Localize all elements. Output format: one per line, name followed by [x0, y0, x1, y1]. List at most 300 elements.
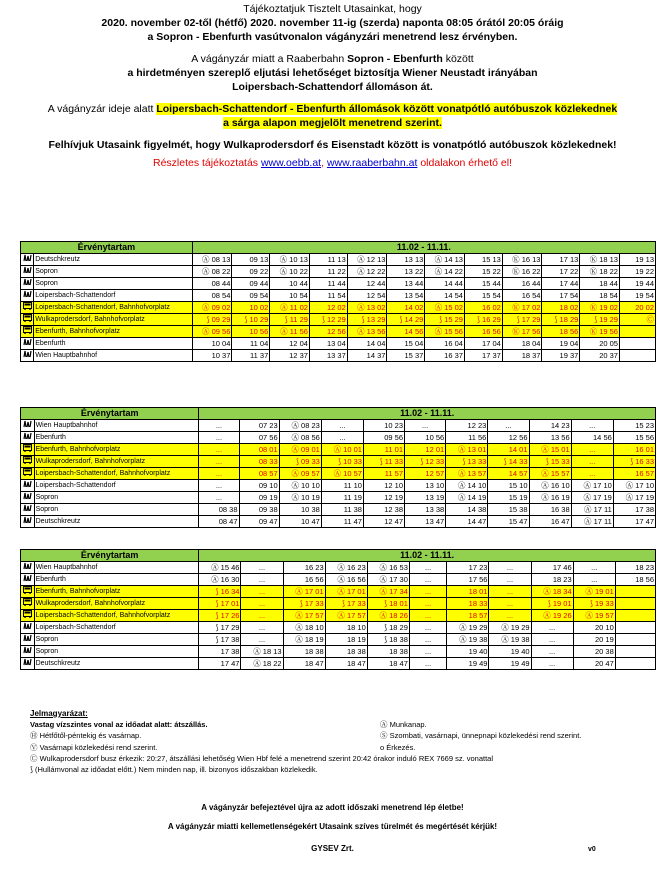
legend	[30, 708, 640, 775]
time-cell: 18 44	[580, 278, 620, 290]
time-cell: 13 56	[529, 432, 571, 444]
time-cell: 09 22	[232, 266, 270, 278]
table-row	[21, 586, 656, 598]
table-row	[21, 266, 656, 278]
table-row	[21, 622, 656, 634]
time-cell: Ⓐ 11 02	[270, 302, 310, 314]
time-cell: 12 19	[363, 492, 404, 504]
time-cell: 14 02	[387, 302, 425, 314]
time-cell: 10 37	[192, 350, 232, 362]
time-cell: Ⓐ 08 22	[192, 266, 232, 278]
time-cell: ...	[573, 562, 615, 574]
time-cell: 13 44	[387, 278, 425, 290]
train-icon	[21, 420, 35, 432]
time-cell: 10 38	[279, 504, 321, 516]
time-cell: 13 47	[405, 516, 446, 528]
legend-title: Jelmagyarázat:	[30, 709, 88, 718]
time-cell: 15 38	[488, 504, 529, 516]
time-cell: 20 02	[619, 302, 655, 314]
time-cell: 11 19	[321, 492, 363, 504]
time-cell: ...	[199, 432, 239, 444]
via-line: Loipersbach-Schattendorf állomáson át.	[232, 81, 433, 93]
time-cell: 14 54	[425, 290, 465, 302]
time-cell: 14 44	[425, 278, 465, 290]
time-cell: 10 04	[192, 338, 232, 350]
train-icon	[21, 278, 34, 290]
time-cell: 19 04	[542, 338, 580, 350]
time-cell: 16 57	[613, 468, 655, 480]
time-cell: 12 37	[270, 350, 310, 362]
info-line: Részletes tájékoztatás www.oebb.at, www.raaberbahn.at oldalakon érhető el!	[153, 157, 512, 169]
time-cell: ⟆ 09 33	[279, 456, 321, 468]
time-cell: 19 49	[447, 658, 489, 670]
bus-icon	[21, 586, 35, 598]
time-cell: 11 54	[309, 290, 347, 302]
time-cell: 07 23	[239, 420, 279, 432]
train-icon	[21, 480, 35, 492]
time-cell: 20 19	[573, 634, 615, 646]
time-cell: 12 02	[309, 302, 347, 314]
time-cell: ...	[488, 420, 529, 432]
station-name: Sopron	[34, 266, 193, 278]
time-cell: Ⓐ 17 19	[571, 492, 613, 504]
table-row	[21, 350, 656, 362]
station-name: Sopron	[34, 634, 199, 646]
time-cell: Ⓐ 17 34	[367, 586, 409, 598]
time-cell: 15 22	[464, 266, 502, 278]
time-cell: 13 22	[387, 266, 425, 278]
station-name: Deutschkreutz	[34, 658, 199, 670]
date-line: 2020. november 02-től (hétfő) 2020. november 11-ig (szerda) naponta 08:05 órától 20:05 óráig	[101, 17, 564, 29]
time-cell: 08 01	[239, 444, 279, 456]
time-cell: ...	[531, 646, 573, 658]
time-cell: Ⓚ 16 13	[502, 254, 542, 266]
time-cell: Ⓐ 18 13	[241, 646, 283, 658]
time-cell: ...	[241, 598, 283, 610]
time-cell: 17 37	[464, 350, 502, 362]
station-name: Wulkaprodersdorf, Bahnhofvorplatz	[34, 456, 199, 468]
raaberbahn-link[interactable]: www.raaberbahn.at	[326, 157, 418, 169]
time-cell: ...	[241, 586, 283, 598]
time-cell: ...	[241, 610, 283, 622]
time-cell: Ⓐ 10 10	[279, 480, 321, 492]
time-cell: 08 33	[239, 456, 279, 468]
time-cell: 16 04	[425, 338, 465, 350]
time-cell: 20 10	[573, 622, 615, 634]
time-cell: ...	[571, 456, 613, 468]
time-cell: Ⓐ 10 01	[321, 444, 363, 456]
time-cell: 19 44	[619, 278, 655, 290]
table-row	[21, 468, 656, 480]
time-cell: Ⓐ 16 10	[529, 480, 571, 492]
station-name: Ebenfurth	[34, 574, 199, 586]
time-cell: Ⓐ 13 56	[347, 326, 387, 338]
time-cell: ...	[489, 598, 531, 610]
time-cell: 11 10	[321, 480, 363, 492]
time-cell: 15 54	[464, 290, 502, 302]
time-cell: ...	[241, 634, 283, 646]
table-row	[21, 290, 656, 302]
validity-period: 11.02 - 11.11.	[199, 550, 656, 562]
time-cell: Ⓚ 19 02	[580, 302, 620, 314]
time-cell: Ⓐ 15 01	[529, 444, 571, 456]
train-icon	[21, 658, 35, 670]
station-name: Ebenfurth, Bahnhofvorplatz	[34, 326, 193, 338]
time-cell: 14 23	[529, 420, 571, 432]
time-cell: 17 22	[542, 266, 580, 278]
legend-entry: Ⓐ Munkanap.	[380, 720, 427, 730]
time-cell: ⟆ 11 33	[363, 456, 404, 468]
time-cell: ...	[321, 420, 363, 432]
time-cell: Ⓐ 16 56	[325, 574, 367, 586]
time-cell: ...	[409, 574, 446, 586]
time-cell: Ⓚ 16 22	[502, 266, 542, 278]
time-cell	[619, 350, 655, 362]
time-cell	[615, 658, 655, 670]
station-name: Deutschkreutz	[34, 516, 199, 528]
time-cell: Ⓚ 18 13	[580, 254, 620, 266]
time-cell: Ⓐ 17 10	[613, 480, 655, 492]
train-icon	[21, 350, 34, 362]
station-name: Sopron	[34, 504, 199, 516]
time-cell: Ⓐ 14 10	[446, 480, 488, 492]
time-cell: 13 54	[387, 290, 425, 302]
table-row	[21, 480, 656, 492]
time-cell: 18 38	[283, 646, 325, 658]
time-cell: 12 10	[363, 480, 404, 492]
time-cell: ⟆ 18 29	[367, 622, 409, 634]
station-name: Wien Hauptbahnhof	[34, 350, 193, 362]
table-row	[21, 254, 656, 266]
time-cell: 11 04	[232, 338, 270, 350]
time-cell: 12 47	[363, 516, 404, 528]
time-cell: Ⓐ 14 19	[446, 492, 488, 504]
time-cell	[615, 622, 655, 634]
station-name: Loipersbach-Schattendorf	[34, 480, 199, 492]
bus-icon	[21, 302, 34, 314]
time-cell: 10 44	[270, 278, 310, 290]
legend-row	[30, 753, 640, 764]
timetable-3	[20, 549, 656, 670]
time-cell	[619, 338, 655, 350]
time-cell: 16 56	[464, 326, 502, 338]
station-name: Sopron	[34, 492, 199, 504]
train-icon	[21, 338, 34, 350]
time-cell: ...	[531, 622, 573, 634]
footer-line-2: A vágányzár miatti kellemetlenségekért Utasaink szíves türelmét és megértését kérjük!	[167, 822, 498, 831]
time-cell: 17 23	[447, 562, 489, 574]
time-cell: Ⓐ 10 22	[270, 266, 310, 278]
bus-icon	[21, 314, 34, 326]
time-cell: ⟆ 18 01	[367, 598, 409, 610]
legend-entry: Vastag vízszintes vonal az időadat alatt: átszállás.	[30, 720, 208, 730]
time-cell: 16 02	[464, 302, 502, 314]
time-cell: 17 47	[613, 516, 655, 528]
time-cell: 19 54	[619, 290, 655, 302]
time-cell: 15 37	[387, 350, 425, 362]
time-cell: Ⓐ 18 26	[367, 610, 409, 622]
train-icon	[21, 516, 35, 528]
legend-row	[30, 764, 640, 775]
time-cell: 12 57	[405, 468, 446, 480]
time-cell: 17 47	[199, 658, 241, 670]
time-cell: Ⓐ 17 11	[571, 516, 613, 528]
version-label: v0	[588, 846, 596, 853]
time-cell: 18 04	[502, 338, 542, 350]
time-cell: ...	[321, 432, 363, 444]
time-cell: ⟆ 17 38	[199, 634, 241, 646]
time-cell: 19 22	[619, 266, 655, 278]
time-cell: 15 23	[613, 420, 655, 432]
route-line: a hirdetményen szereplő eljutási lehetőséget biztosítja Wiener Neustadt irányában	[127, 67, 538, 79]
train-icon	[21, 254, 34, 266]
time-cell: ...	[571, 468, 613, 480]
legend-row	[30, 742, 640, 753]
time-cell: ...	[241, 562, 283, 574]
time-cell: Ⓐ 19 57	[573, 610, 615, 622]
time-cell: 16 01	[613, 444, 655, 456]
time-cell: Ⓐ 17 19	[613, 492, 655, 504]
time-cell: 17 56	[447, 574, 489, 586]
time-cell: 10 54	[270, 290, 310, 302]
time-cell: Ⓐ 17 57	[325, 610, 367, 622]
time-cell: 09 13	[232, 254, 270, 266]
train-icon	[21, 266, 34, 278]
time-cell: 16 44	[502, 278, 542, 290]
time-cell: ⟆ 10 29	[232, 314, 270, 326]
time-cell: ...	[571, 444, 613, 456]
time-cell: Ⓐ 17 30	[367, 574, 409, 586]
time-cell: 15 10	[488, 480, 529, 492]
time-cell: 15 44	[464, 278, 502, 290]
time-cell: ⟆ 16 29	[464, 314, 502, 326]
time-cell: 12 38	[363, 504, 404, 516]
time-cell: ...	[409, 658, 446, 670]
time-cell: 11 37	[232, 350, 270, 362]
oebb-link[interactable]: www.oebb.at	[260, 157, 322, 169]
time-cell: 17 54	[542, 290, 580, 302]
time-cell: ⟆ 12 33	[405, 456, 446, 468]
time-cell: 16 56	[283, 574, 325, 586]
table-row	[21, 456, 656, 468]
time-cell: 11 56	[446, 432, 488, 444]
time-cell: 15 19	[488, 492, 529, 504]
time-cell: ...	[199, 480, 239, 492]
legend-row	[30, 730, 640, 741]
time-cell: 19 37	[542, 350, 580, 362]
time-cell: 18 01	[447, 586, 489, 598]
time-cell: Ⓐ 13 01	[446, 444, 488, 456]
time-cell: ...	[405, 420, 446, 432]
time-cell: Ⓐ 19 38	[489, 634, 531, 646]
time-cell: 20 37	[580, 350, 620, 362]
time-cell: ⟆ 18 38	[367, 634, 409, 646]
time-cell: Ⓐ 18 22	[241, 658, 283, 670]
time-cell: Ⓐ 19 26	[531, 610, 573, 622]
time-cell: Ⓐ 09 57	[279, 468, 321, 480]
time-cell: 15 04	[387, 338, 425, 350]
timetable-2	[20, 407, 656, 528]
train-icon	[21, 290, 34, 302]
bus-icon	[21, 598, 35, 610]
time-cell: 15 47	[488, 516, 529, 528]
time-cell: Ⓐ 10 19	[279, 492, 321, 504]
time-cell	[615, 598, 655, 610]
time-cell: 17 38	[199, 646, 241, 658]
time-cell: ⟆ 13 33	[446, 456, 488, 468]
time-cell: Ⓐ 17 57	[283, 610, 325, 622]
train-icon	[21, 574, 35, 586]
time-cell: Ⓚ 18 22	[580, 266, 620, 278]
time-cell: 18 33	[447, 598, 489, 610]
bus-icon	[21, 326, 34, 338]
station-name: Sopron	[34, 646, 199, 658]
legend-entry: Ⓒ Wulkaprodersdorf busz érkezik: 20:27, átszállási lehetőség Wien Hbf felé a menetrend szerint 20:42 órakor induló REX 7669 sz. vonattal	[30, 753, 494, 763]
table-row	[21, 574, 656, 586]
table-row	[21, 634, 656, 646]
validity-label: Érvénytartam	[21, 550, 199, 562]
legend-entry: Ⓢ Szombati, vasárnapi, ünnepnapi közlekedési rend szerint.	[380, 731, 582, 741]
time-cell: 12 04	[270, 338, 310, 350]
time-cell: ...	[489, 562, 531, 574]
time-cell: 17 13	[542, 254, 580, 266]
time-cell: 17 44	[542, 278, 580, 290]
station-name: Wien Hauptbahnhof	[34, 420, 199, 432]
time-cell: Ⓚ 17 56	[502, 326, 542, 338]
time-cell: 08 47	[199, 516, 239, 528]
time-cell: 17 04	[464, 338, 502, 350]
bus-icon	[21, 444, 35, 456]
time-cell: ...	[531, 658, 573, 670]
time-cell: ...	[199, 468, 239, 480]
time-cell: Ⓚ 17 02	[502, 302, 542, 314]
time-cell: ...	[489, 574, 531, 586]
time-cell: ⟆ 11 29	[270, 314, 310, 326]
time-cell: 10 02	[232, 302, 270, 314]
time-cell: 18 10	[325, 622, 367, 634]
yellow-note: a sárga alapon megjelölt menetrend szerint.	[223, 117, 442, 129]
table-row	[21, 432, 656, 444]
time-cell: 09 56	[363, 432, 404, 444]
station-name: Ebenfurth	[34, 432, 199, 444]
time-cell: ⟆ 09 29	[192, 314, 232, 326]
footer-line-1: A vágányzár befejeztével újra az adott időszaki menetrend lép életbe!	[201, 803, 464, 812]
time-cell: 16 23	[283, 562, 325, 574]
time-cell: 20 05	[580, 338, 620, 350]
time-cell: 11 01	[363, 444, 404, 456]
table-row	[21, 658, 656, 670]
train-icon	[21, 622, 35, 634]
time-cell: 16 47	[529, 516, 571, 528]
time-cell: ...	[409, 646, 446, 658]
time-cell: 19 40	[447, 646, 489, 658]
time-cell: 11 22	[309, 266, 347, 278]
time-cell: ⟆ 10 33	[321, 456, 363, 468]
time-cell: 13 37	[309, 350, 347, 362]
time-cell: ...	[241, 622, 283, 634]
reason-line: A vágányzár miatt a Raaberbahn Sopron - Ebenfurth között	[191, 53, 474, 65]
time-cell: 14 38	[446, 504, 488, 516]
time-cell: ⟆ 15 29	[425, 314, 465, 326]
time-cell: 11 38	[321, 504, 363, 516]
time-cell	[615, 610, 655, 622]
table-row	[21, 562, 656, 574]
notice-header	[0, 0, 665, 170]
time-cell: Ⓐ 08 23	[279, 420, 321, 432]
time-cell: 18 23	[531, 574, 573, 586]
time-cell: ⟆ 17 01	[199, 598, 241, 610]
legend-entry: Ⓥ Vasárnapi közlekedési rend szerint.	[30, 742, 158, 752]
time-cell: 13 04	[309, 338, 347, 350]
time-cell: 14 04	[347, 338, 387, 350]
time-cell: ⟆ 14 33	[488, 456, 529, 468]
time-cell	[615, 646, 655, 658]
time-cell: 12 44	[347, 278, 387, 290]
time-cell: 13 19	[405, 492, 446, 504]
time-cell: Ⓐ 15 56	[425, 326, 465, 338]
time-cell: 11 13	[309, 254, 347, 266]
time-cell: ⟆ 14 29	[387, 314, 425, 326]
train-icon	[21, 432, 35, 444]
company-name: GYSEV Zrt.	[311, 844, 354, 853]
time-cell: 20 47	[573, 658, 615, 670]
table-row	[21, 598, 656, 610]
time-cell: 18 23	[615, 562, 655, 574]
table-row	[21, 338, 656, 350]
line-info: a Sopron - Ebenfurth vasútvonalon vágányzári menetrend lesz érvényben.	[147, 31, 518, 43]
station-name: Wulkaprodersdorf, Bahnhofvorplatz	[34, 314, 193, 326]
time-cell: 11 47	[321, 516, 363, 528]
legend-row	[30, 719, 640, 730]
time-cell: Ⓐ 12 22	[347, 266, 387, 278]
station-name: Wulkaprodersdorf, Bahnhofvorplatz	[34, 598, 199, 610]
time-cell: Ⓐ 16 30	[199, 574, 241, 586]
time-cell: Ⓐ 15 57	[529, 468, 571, 480]
station-name: Loipersbach-Schattendorf	[34, 290, 193, 302]
table-row	[21, 420, 656, 432]
train-icon	[21, 562, 35, 574]
time-cell: Ⓐ 19 38	[447, 634, 489, 646]
time-cell: 14 56	[387, 326, 425, 338]
time-cell: 09 44	[232, 278, 270, 290]
time-cell: 08 44	[192, 278, 232, 290]
time-cell: Ⓐ 13 57	[446, 468, 488, 480]
station-name: Loipersbach-Schattendorf, Bahnhofvorplatz	[34, 468, 199, 480]
validity-label: Érvénytartam	[21, 408, 199, 420]
table-row	[21, 314, 656, 326]
station-name: Loipersbach-Schattendorf, Bahnhofvorplatz	[34, 302, 193, 314]
time-cell: Ⓐ 17 11	[571, 504, 613, 516]
timetable-1	[20, 241, 656, 362]
time-cell: 18 19	[325, 634, 367, 646]
time-cell: ⟆ 19 29	[580, 314, 620, 326]
time-cell: 18 37	[502, 350, 542, 362]
time-cell: Ⓐ 08 56	[279, 432, 321, 444]
station-name: Wien Hauptbahnhof	[34, 562, 199, 574]
time-cell: 19 40	[489, 646, 531, 658]
station-name: Ebenfurth, Bahnhofvorplatz	[34, 444, 199, 456]
station-name: Deutschkreutz	[34, 254, 193, 266]
time-cell: 13 38	[405, 504, 446, 516]
time-cell: 19 13	[619, 254, 655, 266]
time-cell: ...	[573, 574, 615, 586]
table-row	[21, 302, 656, 314]
legend-entry: Ⓗ Hétfőtől-péntekig és vasárnap.	[30, 731, 142, 741]
time-cell: 18 38	[367, 646, 409, 658]
time-cell: Ⓐ 14 22	[425, 266, 465, 278]
time-cell: 18 38	[325, 646, 367, 658]
intro-line: Tájékoztatjuk Tisztelt Utasainkat, hogy	[243, 3, 422, 15]
